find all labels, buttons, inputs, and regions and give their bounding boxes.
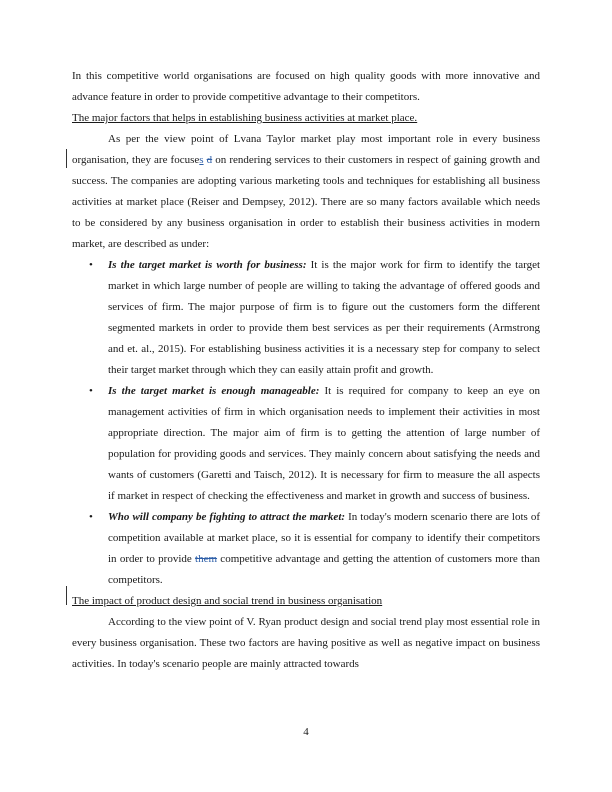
change-bar: [66, 149, 67, 168]
tracked-deletion[interactable]: d: [206, 154, 213, 166]
tracked-insertion[interactable]: s: [199, 154, 204, 166]
list-item: [72, 381, 540, 507]
bullet-icon: •: [89, 511, 93, 523]
bullet-text: competitive advantage and getting the attention of customers more than competitors.: [108, 553, 540, 586]
bullet-icon: •: [89, 385, 93, 397]
bullet-title: Is the target market is enough manageable:: [108, 385, 320, 397]
intro-paragraph: In this competitive world organisations are focused on high quality goods with more innovative and advance feature in order to provide competitive advantage to their competitors.: [72, 70, 540, 103]
bullet-list: [72, 255, 540, 591]
section-heading-product-design: The impact of product design and social trend in business organisation: [72, 595, 383, 607]
change-bar: [66, 586, 67, 605]
section-heading-market-factors: The major factors that helps in establishing business activities at market place.: [72, 112, 418, 124]
bullet-text: It is the major work for firm to identify the target market in which large number of people are willing to taking the advantage of offered goods and services of firm. The major purpose of firm is to figure out the customers form the different segmented markets in order to provide them best services as per their requirements (Armstrong and et. al., 2015). For establishing business activities it is a necessary step for company to select their target market through which they can easily attain profit and growth.: [108, 259, 541, 376]
text-run: As per the view point of Lvana Taylor market play most important role in every business organisation, they are focuse: [72, 133, 540, 166]
list-item: [72, 507, 540, 591]
bullet-text: It is required for company to keep an eye on management activities of firm in which organisation needs to implement their activities in most appropriate direction. The major aim of firm is to getting the attention of large number of population for providing goods and services. They mainly concern about satisfying the needs and wants of customers (Garetti and Taisch, 2012). It is necessary for firm to measure the all aspects if market in respect of checking the effectiveness and market in growth and success of business.: [108, 385, 540, 502]
bullet-title: Is the target market is worth for business:: [108, 259, 307, 271]
page-number: 4: [303, 726, 309, 738]
bullet-icon: •: [89, 259, 93, 271]
text-run: on rendering services to their customers in respect of gaining growth and success. The companies are adopting various marketing tools and techniques for establishing all business activities at market place (Reiser and Dempsey, 2012). There are so many factors available which needs to be considered by any business organisation in order to establish their business activities in modern market, are described as under:: [72, 154, 541, 250]
list-item: [72, 255, 540, 381]
bullet-text: In today's modern scenario there are lots of competition available at market place, so it is essential for company to identify their competitors in order to provide: [108, 511, 540, 565]
body-paragraph: According to the view point of V. Ryan product design and social trend play most essential role in every business organisation. These two factors are having positive as well as negative impact on business activities. In today's scenario people are mainly attracted towards: [72, 616, 540, 670]
tracked-deletion[interactable]: them: [195, 553, 218, 565]
bullet-title: Who will company be fighting to attract the market:: [108, 511, 346, 523]
body-paragraph: [72, 129, 540, 255]
document-body: [72, 66, 540, 675]
